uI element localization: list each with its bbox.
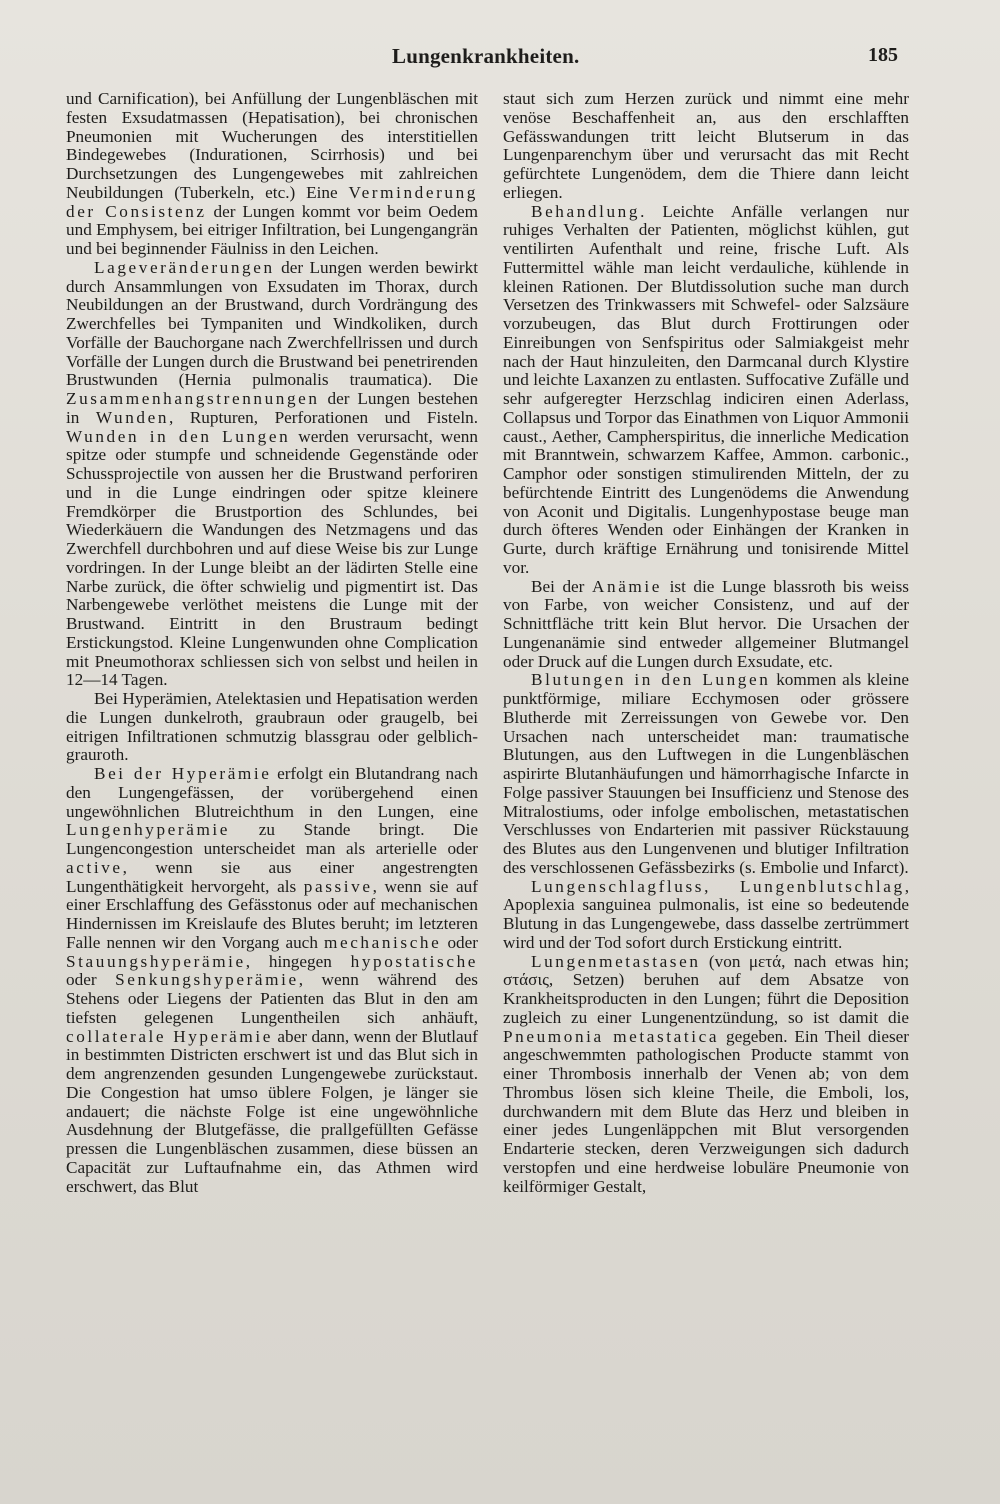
text-run: der Lungen kommt vor beim Oedem und Emphysem, bei eitriger Infiltration, bei Lungengangrän und bei beginnender Fäulniss in den Leichen. [66, 201, 478, 258]
paragraph [503, 671, 909, 877]
spaced-emphasis: Verminderung der Consistenz [66, 182, 478, 221]
text-run: , Rupturen, Perforationen und Fisteln. [169, 407, 478, 427]
running-title: Lungenkrankheiten. [392, 44, 580, 68]
text-run: Bei der [531, 576, 592, 596]
spaced-emphasis: Lungenmetastasen [531, 951, 701, 971]
spaced-emphasis: Bei der Hyperämie [94, 764, 272, 783]
text-run: , [704, 876, 740, 896]
text-run: oder [66, 970, 116, 990]
right-column [503, 90, 909, 1196]
spaced-emphasis: hypostatische [350, 951, 478, 971]
text-run: kommen als kleine punktförmige, miliare Ecchymosen oder grössere Blutherde mit Zerreissungen von Gewebe vor. Den Ursachen nach unterscheidet man: traumatische Blutungen, aus den Luftwegen in die Lungenbläschen aspirirte Blutanhäufungen und hämorrhagische Infarcte in Folge passiver Stauungen bei Insufficienz und Stenose des Mitralostiums, oder infolge embolischen, metastatischen Verschlusses von Endarterien mit passiver Rückstauung des Blutes aus den Lungenvenen und blutiger Infiltration des verschlossenen Gefässbezirks (s. Embolie und Infarct). [503, 670, 909, 877]
spaced-emphasis: Anämie [592, 576, 663, 596]
spaced-emphasis: Lungenschlagfluss [531, 876, 705, 896]
spaced-emphasis: Zusammenhangstrennungen [66, 389, 320, 408]
spaced-emphasis: Lageveränderungen [94, 257, 275, 277]
paragraph [503, 203, 909, 578]
spaced-emphasis: Wunden in den Lungen [66, 426, 291, 446]
paragraph [66, 90, 478, 259]
text-run: Bei Hyperämien, Atelektasien und Hepatisation werden die Lungen dunkelroth, graubraun oder graugelb, bei eitrigen Infiltrationen schmutzig blassgrau oder gelblich-grauroth. [66, 689, 478, 765]
spaced-emphasis: Pneumonia metastatica [503, 1026, 720, 1046]
text-run: zu Stande bringt. Die Lungencongestion unterscheidet man als arterielle oder [66, 820, 478, 858]
page-number: 185 [868, 44, 898, 66]
spaced-emphasis: collaterale Hyperämie [66, 1026, 273, 1046]
left-column [66, 90, 478, 1196]
paragraph [66, 765, 478, 1196]
spaced-emphasis: Wunden [95, 407, 170, 427]
text-run: der Lungen werden bewirkt durch Ansammlungen von Exsudaten im Thorax, durch Neubildungen an der Brustwand, durch Vordrängung des Zwerchfelles bei Tympaniten und Windkoliken, durch Vorfälle der Bauchorgane nach Zwerchfellrissen und durch Vorfälle der Lungen durch die Brustwand bei penetrirenden Brustwunden (Hernia pulmonalis traumatica). Die [66, 257, 478, 390]
spaced-emphasis: Lungenblutschlag [739, 876, 905, 896]
spaced-emphasis: Senkungshyperämie [115, 970, 299, 990]
text-run: , Apoplexia sanguinea pulmonalis, ist eine so bedeutende Blutung in das Lungengewebe, dass dasselbe zertrümmert wird und der Tod sofort durch Erstickung eintritt. [503, 876, 909, 952]
text-run: erfolgt ein Blutandrang nach den Lungengefässen, der vorübergehend einen ungewöhnlichen Blutreichthum in den Lungen, eine [66, 764, 478, 821]
text-run: aber dann, wenn der Blutlauf in bestimmten Districten erschwert ist und das Blut sich in dem angrenzenden gesunden Lungengewebe zurückstaut. Die Congestion hat umso üblere Folgen, je länger sie andauert; die nächste Folge ist eine ungewöhnliche Ausdehnung der Blutgefässe, die prallgefüllten Gefässe pressen die Lungenbläschen zusammen, diese büssen an Capacität zur Luftaufnahme ein, das Athmen wird erschwert, das Blut [66, 1026, 478, 1196]
text-run: , hingegen [245, 951, 351, 971]
text-run: . Leichte Anfälle verlangen nur ruhiges Verhalten der Patienten, möglichst kühlen, gut ventilirten Aufenthalt und reine, frische Luft. Als Futtermittel wähle man leicht verdauliche, kühlende in kleinen Rationen. Der Blutdissolution suche man durch Versetzen des Trinkwassers mit Schwefel- oder Salzsäure vorzubeugen, das Blut durch Frottirungen oder Einreibungen von Senfspiritus oder Salmiakgeist mehr nach der Haut hinzuleiten, den Darmcanal durch Klystire und leichte Laxanzen zu entlasten. Suffocative Zufälle und sehr aufgeregter Herzschlag indiciren einen Aderlass, Collapsus und Torpor das Einathmen von Liquor Ammonii caust., Aether, Campherspiritus, die innerliche Medication mit Branntwein, schwarzem Kaffee, Ammon. carbonic., Camphor oder sonstigen stimulirenden Mitteln, der zu befürchtende Eintritt des Lungenödems die Anwendung von Aconit und Digitalis. Lungenhypostase beuge man durch öfteres Wenden oder Einhängen der Kranken in Gurte, durch kräftige Ernährung und tonisirende Mittel vor. [503, 201, 909, 577]
text-run: , wenn sie auf einer Erschlaffung des Gefässtonus oder auf mechanischen Hindernissen im Kreislaufe des Blutes beruht; im letzteren Falle nennen wir den Vorgang auch [66, 876, 478, 952]
text-run: werden verursacht, wenn spitze oder stumpfe und schneidende Gegenstände oder Schussprojectile von aussen her die Brustwand perforiren und in die Lunge eindringen oder spitze kleinere Fremdkörper die Brustportion des Schlundes, bei Wiederkäuern die Wandungen des Netzmagens und das Zwerchfell durchbohren und auf diese Weise bis zur Lunge vordringen. In der Lunge bleibt an der lädirten Stelle eine Narbe zurück, die öfter schwielig und pigmentirt ist. Das Narbengewebe verlöthet meistens die Lunge mit der Brustwand. Eintritt in den Brustraum bedingt Erstickungstod. Kleine Lungenwunden ohne Complication mit Pneumothorax schliessen sich von selbst und heilen in 12—14 Tagen. [66, 426, 478, 690]
paragraph [66, 690, 478, 765]
text-run: (von μετά, nach etwas hin; στάσις, Setzen) beruhen auf dem Absatze von Krankheitsproducten in den Lungen; führt die Deposition zugleich zu einer Lungenentzündung, so ist damit die [503, 951, 909, 1027]
text-run: ist die Lunge blassroth bis weiss von Farbe, von weicher Consistenz, und auf der Schnittfläche tritt kein Blut hervor. Die Ursachen der Lungenanämie sind entweder allgemeiner Blutmangel oder Druck auf die Lungen durch Exsudate, etc. [503, 576, 909, 671]
text-run: der Lungen bestehen in [66, 389, 478, 427]
paragraph [503, 578, 909, 672]
text-run: und Carnification), bei Anfüllung der Lungenbläschen mit festen Exsudatmassen (Hepatisation), bei chronischen Pneumonien mit Wucherungen des interstitiellen Bindegewebes (Indurationen, Scirrhosis) und bei Durchsetzungen des Lungengewebes mit zahlreichen Neubildungen (Tuberkeln, etc.) Eine [66, 89, 478, 202]
paragraph [503, 90, 909, 203]
paragraph [503, 878, 909, 953]
paragraph [503, 953, 909, 1197]
text-run: , wenn während des Stehens oder Liegens der Patienten das Blut in den am tiefsten gelegenen Lungentheilen sich anhäuft, [66, 970, 478, 1027]
spaced-emphasis: Behandlung [531, 201, 641, 221]
spaced-emphasis: Blutungen in den Lungen [531, 670, 771, 690]
spaced-emphasis: passive [303, 876, 373, 896]
spaced-emphasis: Lungenhyperämie [66, 820, 231, 840]
spaced-emphasis: active [66, 857, 123, 877]
paragraph [66, 259, 478, 690]
text-run: staut sich zum Herzen zurück und nimmt eine mehr venöse Beschaffenheit an, aus den erschlafften Gefässwandungen tritt leicht Blutserum in das Lungenparenchym über und verursacht das mit Recht gefürchtete Lungenödem, dem die Thiere dann leicht erliegen. [503, 89, 909, 202]
spaced-emphasis: Stauungshyperämie [66, 951, 246, 971]
spaced-emphasis: mechanische [324, 932, 442, 952]
text-run: , wenn sie aus einer angestrengten Lungenthätigkeit hervorgeht, als [66, 857, 478, 896]
running-head [0, 36, 1000, 76]
text-run: gegeben. Ein Theil dieser angeschwemmten pathologischen Producte stammt von einer Thrombosis innerhalb der Venen ab; von dem Thrombus lösen sich kleine Theile, die Emboli, los, durchwandern mit dem Blute das Herz und bleiben in einer jedes Lungenläppchen mit Blut versorgenden Endarterie stecken, deren Verzweigungen sich dadurch verstopfen und eine herdweise lobuläre Pneumonie von keilförmiger Gestalt, [503, 1026, 909, 1196]
text-run: oder [441, 932, 478, 952]
